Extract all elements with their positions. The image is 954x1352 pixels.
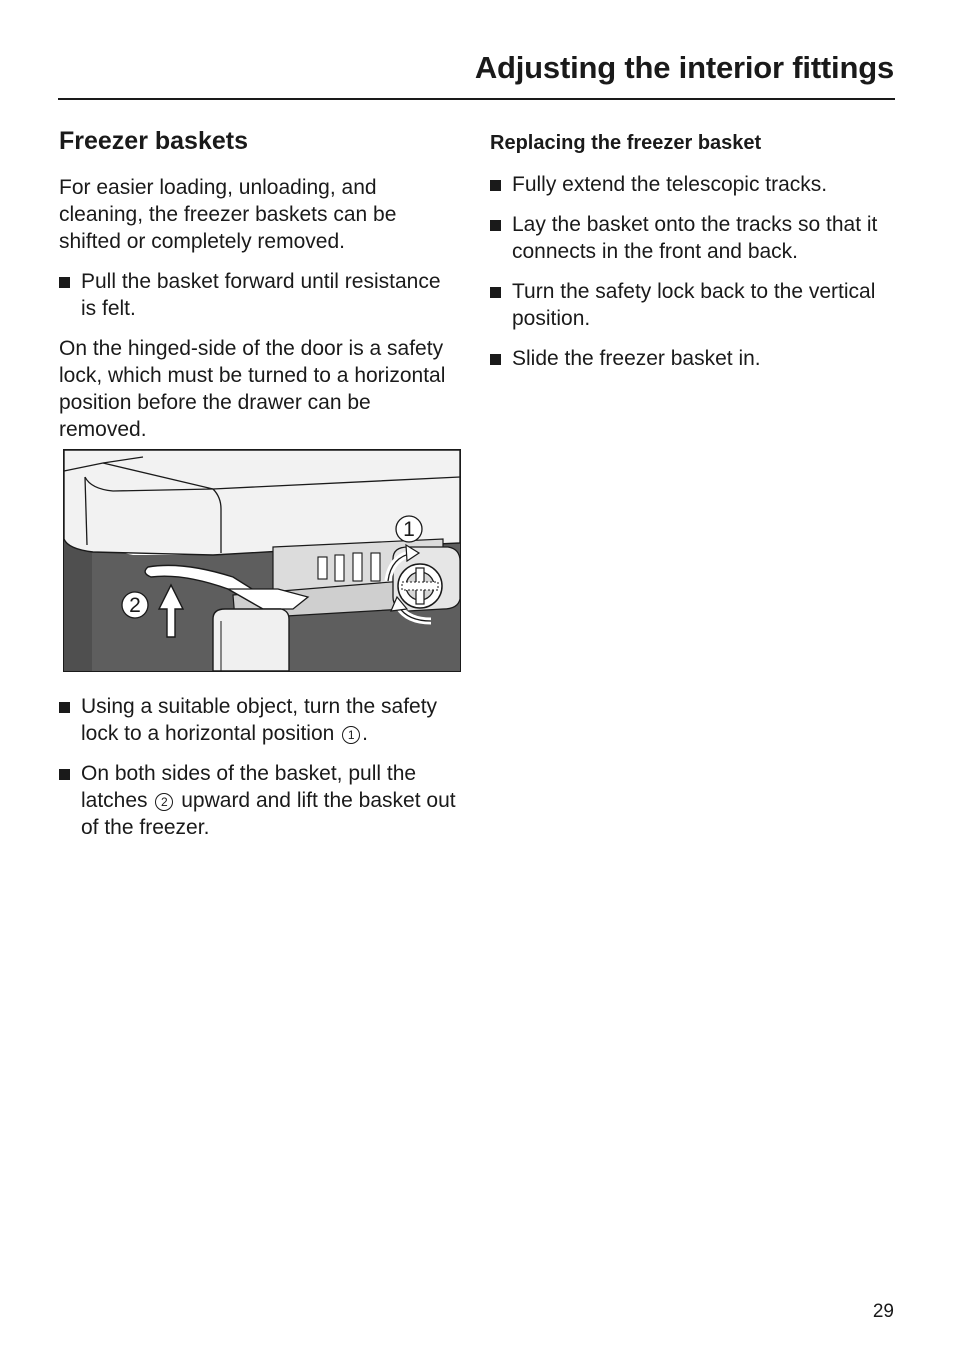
callout-ref-1: 1 — [342, 726, 360, 744]
right-column — [490, 128, 900, 385]
replacing-steps — [490, 171, 900, 372]
intro-paragraph: For easier loading, unloading, and cleaning, the freezer baskets can be shifted or completely removed. — [59, 176, 397, 253]
bullet-pull-basket: Pull the basket forward until resistance is felt. — [59, 268, 459, 322]
bullet-text: upward and lift the basket out of the freezer. — [81, 789, 456, 839]
step-extend-tracks: Fully extend the telescopic tracks. — [490, 171, 900, 198]
step-slide-basket: Slide the freezer basket in. — [490, 345, 900, 372]
left-column — [59, 124, 459, 456]
section-heading-freezer-baskets: Freezer baskets — [59, 127, 249, 155]
page-title: Adjusting the interior fittings — [474, 50, 894, 85]
illustration-svg — [63, 449, 461, 672]
safety-lock-illustration — [63, 449, 461, 672]
page-number: 29 — [872, 1301, 894, 1322]
bullet-list-2 — [59, 693, 459, 841]
bullet-end: . — [362, 722, 368, 745]
callout-ref-2: 2 — [155, 793, 173, 811]
bullet-text: On both sides of the basket, pull the latches — [81, 762, 417, 812]
bullet-pull-latches — [59, 760, 459, 841]
bullet-list-1 — [59, 268, 459, 322]
header-rule — [58, 98, 895, 100]
safety-lock-paragraph: On the hinged-side of the door is a safety lock, which must be turned to a horizontal position before the drawer can be removed. — [59, 337, 446, 441]
bullet-turn-safety-lock — [59, 693, 459, 747]
sub-heading-replacing: Replacing the freezer basket — [490, 132, 762, 154]
callout-1-label: 1 — [403, 518, 415, 541]
left-column-lower — [59, 693, 459, 854]
bullet-text: Using a suitable object, turn the safety lock to a horizontal position — [81, 695, 438, 745]
step-lay-basket: Lay the basket onto the tracks so that it connects in the front and back. — [490, 211, 900, 265]
step-turn-lock-back: Turn the safety lock back to the vertical position. — [490, 278, 900, 332]
callout-2-label: 2 — [129, 594, 141, 617]
